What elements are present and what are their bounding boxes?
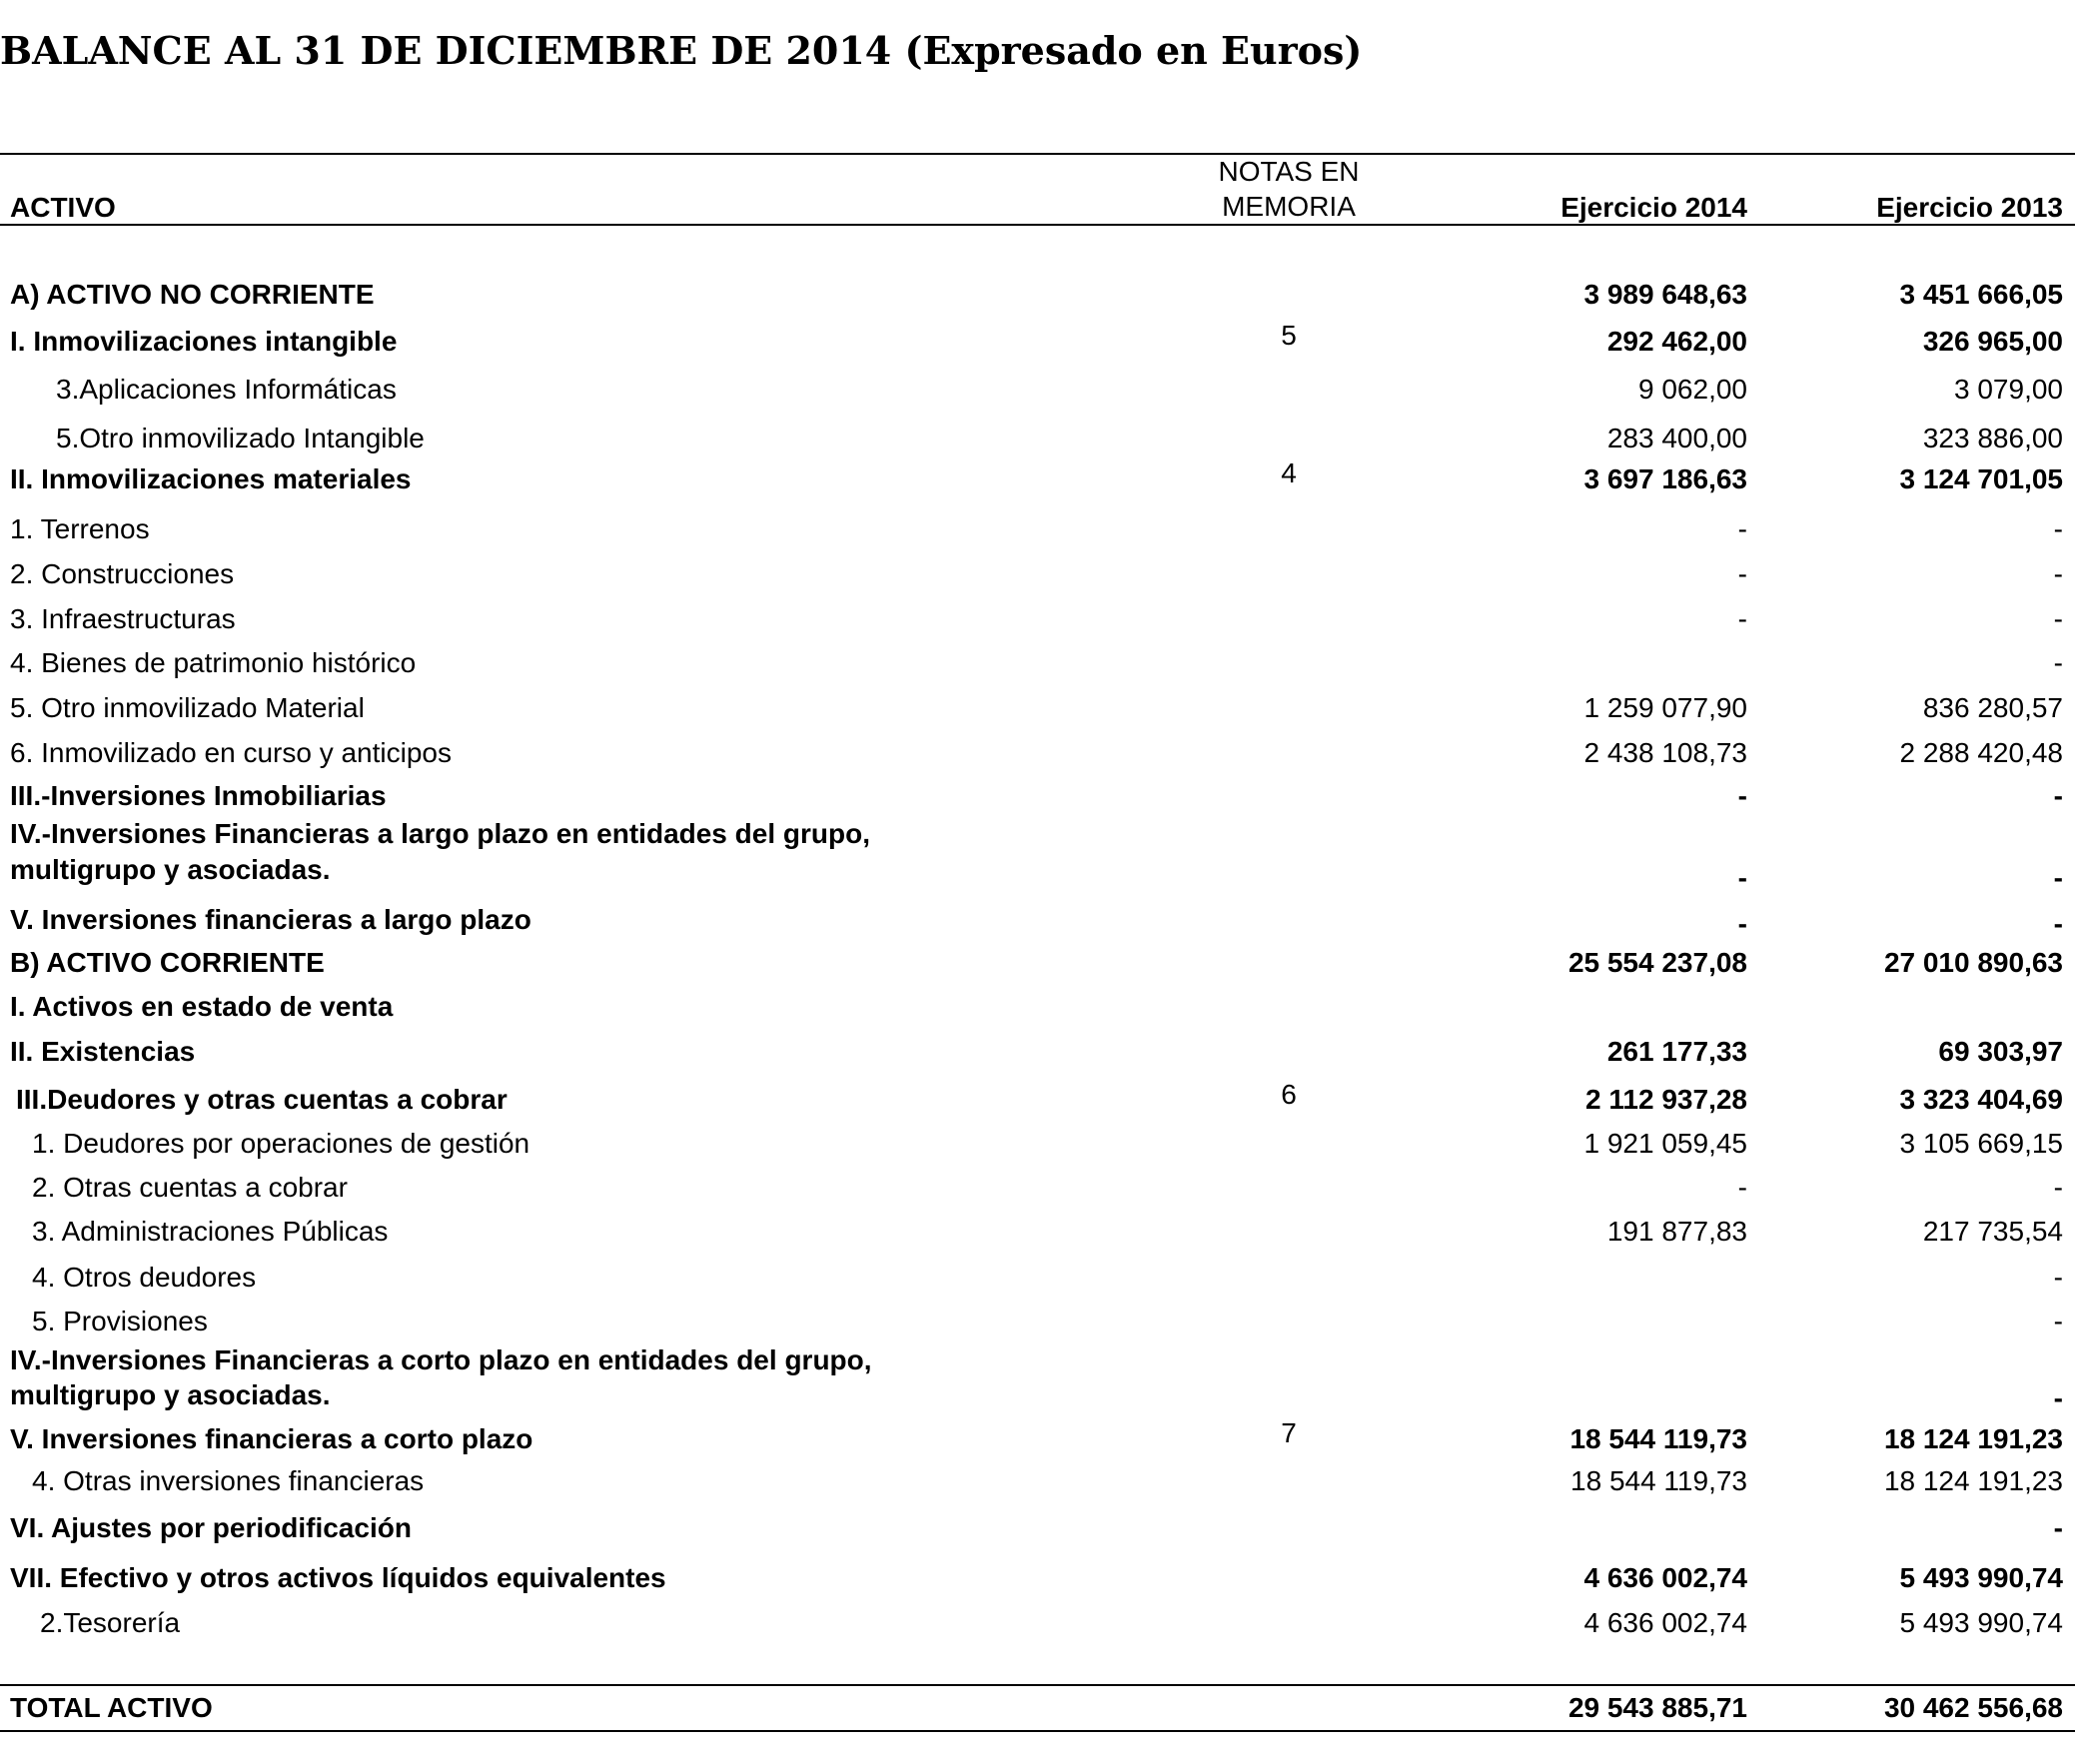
total-bottom-rule [0,1730,2075,1732]
row-label: 5. Provisiones [32,1306,208,1336]
row-label: 4. Otras inversiones financieras [32,1465,425,1496]
row-value-2014: 9 062,00 [1638,374,1747,405]
row-label: TOTAL ACTIVO [10,1692,213,1723]
row-value-2013: - [2053,1306,2063,1336]
row-value-2013: 3 323 404,69 [1899,1084,2063,1115]
row-value-2013: 18 124 191,23 [1883,1465,2063,1496]
row-value-2014: - [1737,862,1747,893]
header-ejercicio-2014: Ejercicio 2014 [1560,192,1747,223]
header-ejercicio-2013: Ejercicio 2013 [1876,192,2063,223]
row-label: 2.Tesorería [40,1607,181,1638]
row-label: V. Inversiones financieras a largo plazo [10,904,531,935]
row-value-2014: 3 989 648,63 [1583,279,1747,310]
row-value-2014: - [1737,603,1747,634]
row-value-2013: 27 010 890,63 [1883,947,2063,978]
row-label: III.-Inversiones Inmobiliarias [10,780,387,811]
row-note: 4 [1281,457,1297,488]
row-value-2013: 326 965,00 [1922,326,2063,357]
row-value-2014: 261 177,33 [1606,1036,1747,1067]
row-label: 4. Bienes de patrimonio histórico [10,647,417,678]
row-label-cont: multigrupo y asociadas. [10,1379,331,1410]
row-label: IV.-Inversiones Financieras a corto plazo en entidades del grupo, [10,1344,872,1375]
row-value-2014: - [1737,558,1747,589]
row-value-2013: - [2053,1512,2063,1543]
row-label: III.Deudores y otras cuentas a cobrar [16,1084,508,1115]
row-value-2014: 292 462,00 [1606,326,1747,357]
row-note: 6 [1281,1079,1297,1110]
row-value-2013: - [2053,908,2063,939]
row-value-2013: 18 124 191,23 [1883,1423,2063,1454]
row-value-2013: 217 735,54 [1922,1216,2063,1247]
row-value-2013: 5 493 990,74 [1899,1562,2063,1593]
row-label: 2. Construcciones [10,558,235,589]
row-value-2013: 3 124 701,05 [1899,463,2063,494]
row-value-2013: 3 451 666,05 [1899,279,2063,310]
row-value-2013: - [2053,1262,2063,1293]
row-value-2013: 323 886,00 [1922,423,2063,453]
row-value-2014: 2 438 108,73 [1583,737,1747,768]
row-label: 1. Terrenos [10,513,150,544]
row-value-2014: 4 636 002,74 [1583,1607,1747,1638]
row-value-2013: - [2053,603,2063,634]
page-title: BALANCE AL 31 DE DICIEMBRE DE 2014 (Expresado en Euros) [0,28,1363,73]
row-label: 2. Otras cuentas a cobrar [32,1172,348,1203]
row-label: IV.-Inversiones Financieras a largo plazo en entidades del grupo, [10,818,870,849]
row-value-2013: 836 280,57 [1922,692,2063,723]
row-label: 3. Administraciones Públicas [32,1216,389,1247]
row-value-2014: 3 697 186,63 [1583,463,1747,494]
row-label: 3.Aplicaciones Informáticas [56,374,397,405]
row-label: 4. Otros deudores [32,1262,257,1293]
row-value-2014: 1 259 077,90 [1583,692,1747,723]
row-value-2013: - [2053,1172,2063,1203]
row-value-2013: - [2053,558,2063,589]
row-value-2014: - [1737,780,1747,811]
row-label: II. Existencias [10,1036,196,1067]
row-note: 7 [1281,1417,1297,1448]
row-value-2014: 25 554 237,08 [1567,947,1747,978]
header-activo: ACTIVO [10,192,116,223]
row-value-2013: - [2053,780,2063,811]
row-value-2014: 29 543 885,71 [1567,1692,1747,1723]
row-value-2014: 283 400,00 [1606,423,1747,453]
row-label: VI. Ajustes por periodificación [10,1512,412,1543]
row-note: 5 [1281,320,1297,351]
header-notas-line1: NOTAS EN [1218,156,1360,187]
row-value-2014: 18 544 119,73 [1570,1465,1747,1496]
row-label: 5. Otro inmovilizado Material [10,692,365,723]
row-label-cont: multigrupo y asociadas. [10,854,331,885]
row-value-2014: 2 112 937,28 [1585,1084,1747,1115]
row-value-2013: 69 303,97 [1938,1036,2063,1067]
row-label: 6. Inmovilizado en curso y anticipos [10,737,452,768]
row-value-2014: 191 877,83 [1606,1216,1747,1247]
total-top-rule [0,1684,2075,1686]
row-label: 3. Infraestructuras [10,603,236,634]
header-bottom-rule [0,224,2075,226]
row-value-2013: - [2053,513,2063,544]
row-value-2014: - [1737,908,1747,939]
header-top-rule [0,153,2075,155]
header-notas-line2: MEMORIA [1222,191,1356,222]
row-value-2014: 1 921 059,45 [1583,1128,1747,1159]
row-label: I. Activos en estado de venta [10,991,394,1022]
row-label: A) ACTIVO NO CORRIENTE [10,279,375,310]
row-value-2013: 3 105 669,15 [1899,1128,2063,1159]
row-label: 1. Deudores por operaciones de gestión [32,1128,530,1159]
row-label: 5.Otro inmovilizado Intangible [56,423,425,453]
row-label: I. Inmovilizaciones intangible [10,326,398,357]
row-value-2014: 18 544 119,73 [1569,1423,1747,1454]
row-value-2013: 3 079,00 [1954,374,2063,405]
row-value-2013: - [2053,1382,2063,1413]
row-value-2013: 30 462 556,68 [1883,1692,2063,1723]
row-value-2013: - [2053,862,2063,893]
row-value-2014: 4 636 002,74 [1583,1562,1747,1593]
row-value-2013: - [2053,647,2063,678]
row-value-2013: 5 493 990,74 [1899,1607,2063,1638]
row-value-2013: 2 288 420,48 [1899,737,2063,768]
row-value-2014: - [1737,1172,1747,1203]
row-label: B) ACTIVO CORRIENTE [10,947,325,978]
row-label: V. Inversiones financieras a corto plazo [10,1423,533,1454]
row-label: VII. Efectivo y otros activos líquidos equivalentes [10,1562,666,1593]
row-value-2014: - [1737,513,1747,544]
row-label: II. Inmovilizaciones materiales [10,463,412,494]
